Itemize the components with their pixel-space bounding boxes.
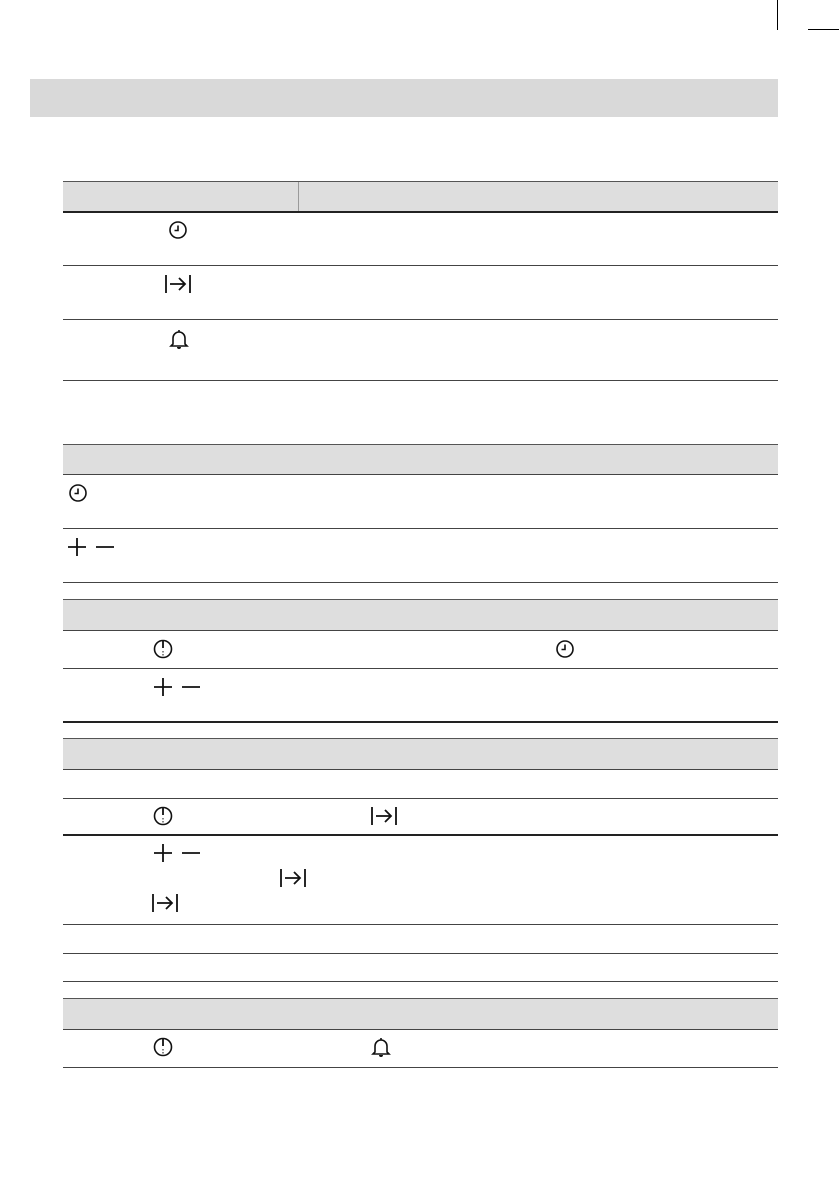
table-1-bottom-rule: [63, 380, 778, 381]
end-icon: [151, 892, 179, 914]
table-4-header: [63, 738, 778, 769]
clock-icon: [67, 482, 89, 504]
table-1-header-rule: [63, 211, 778, 213]
table-2-row-rule: [63, 528, 778, 529]
minus-icon: [180, 842, 202, 864]
clock-icon: [554, 638, 576, 660]
table-2-header: [63, 444, 778, 474]
table-4-row-rule: [63, 953, 778, 954]
end-icon: [279, 867, 307, 889]
plus-icon: [152, 676, 174, 698]
power-icon: [152, 1036, 174, 1058]
table-3-header-rule: [63, 630, 778, 631]
table-5-header: [63, 998, 778, 1029]
plus-icon: [152, 842, 174, 864]
crop-mark-right: [808, 29, 839, 30]
power-icon: [152, 805, 174, 827]
table-1-header: [63, 181, 778, 212]
table-1-header-divider: [298, 182, 299, 211]
table-4-row-rule: [63, 924, 778, 925]
table-2-header-rule: [63, 474, 778, 475]
table-4-row-rule: [63, 798, 778, 799]
table-4-header-rule: [63, 769, 778, 770]
end-icon: [164, 273, 192, 295]
section-header-banner: [30, 79, 778, 117]
power-icon: [152, 638, 174, 660]
crop-mark-top: [777, 0, 778, 30]
table-5-bottom-rule: [63, 1067, 778, 1068]
table-4-bottom-rule: [63, 981, 778, 982]
bell-icon: [371, 1036, 391, 1058]
end-icon: [370, 805, 398, 827]
minus-icon: [180, 676, 202, 698]
plus-icon: [66, 536, 88, 558]
table-4-row-rule: [63, 834, 778, 836]
table-5-header-rule: [63, 1029, 778, 1030]
bell-icon: [169, 328, 189, 350]
minus-icon: [94, 536, 116, 558]
table-3-header: [63, 599, 778, 630]
table-3-bottom-rule: [63, 721, 778, 723]
table-2-bottom-rule: [63, 582, 778, 583]
table-1-row-rule: [63, 319, 778, 320]
table-1-row-rule: [63, 265, 778, 266]
table-3-row-rule: [63, 668, 778, 669]
clock-icon: [167, 219, 189, 241]
